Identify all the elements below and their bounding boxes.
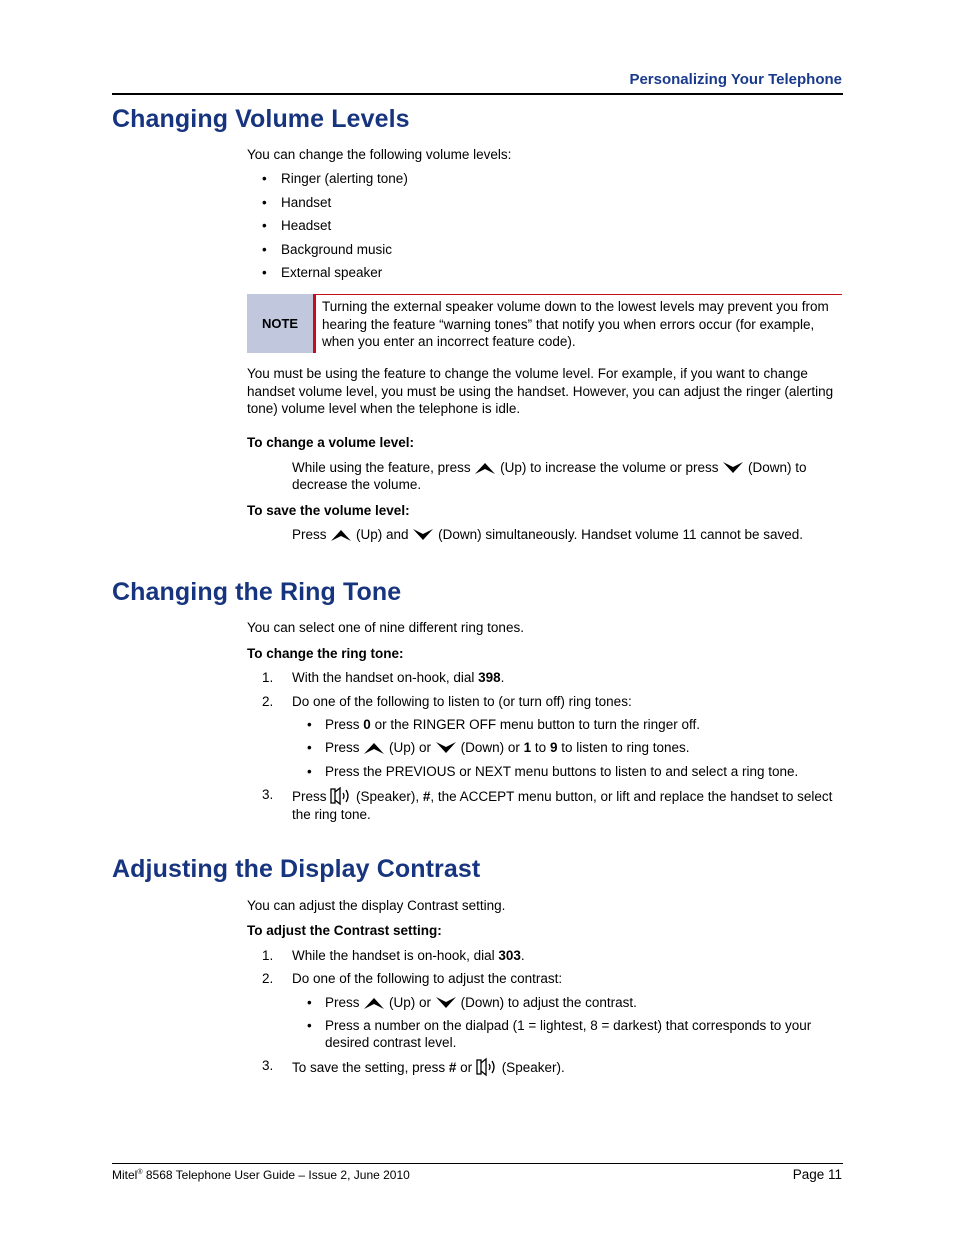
ring-intro: You can select one of nine different ring tones. <box>247 620 524 635</box>
volume-level-list <box>262 170 408 288</box>
down-arrow-icon <box>435 996 457 1010</box>
down-arrow-icon <box>435 741 457 755</box>
change-volume-heading: To change a volume level: <box>247 435 415 450</box>
list-item: • Handset <box>262 194 408 218</box>
section-title-ring-tone: Changing the Ring Tone <box>112 578 402 606</box>
list-item: • Headset <box>262 217 408 241</box>
section-title-contrast: Adjusting the Display Contrast <box>112 855 481 883</box>
contrast-heading: To adjust the Contrast setting: <box>247 923 442 938</box>
note-callout <box>247 294 842 353</box>
footer-doc-title: Mitel® 8568 Telephone User Guide – Issue 2, June 2010 <box>112 1168 410 1182</box>
up-arrow-icon <box>363 996 385 1010</box>
change-volume-instruction: While using the feature, press (Up) to increase the volume or press (Down) to decrease the volume. <box>292 460 807 492</box>
volume-intro: You can change the following volume levels: <box>247 147 512 162</box>
up-arrow-icon <box>363 741 385 755</box>
header-rule <box>112 93 843 95</box>
contrast-intro: You can adjust the display Contrast setting. <box>247 898 506 913</box>
speaker-icon <box>476 1057 498 1077</box>
save-volume-instruction: Press (Up) and (Down) simultaneously. Handset volume 11 cannot be saved. <box>292 527 804 542</box>
speaker-icon <box>330 786 352 806</box>
ring-heading: To change the ring tone: <box>247 646 404 661</box>
up-arrow-icon <box>330 528 352 542</box>
volume-paragraph: You must be using the feature to change the volume level. For example, if you want to change handset volume level, you must be using the handset. However, you can adjust the ringer (alerting tone) volume level when the telephone is idle. <box>247 366 834 416</box>
footer-rule <box>112 1163 843 1164</box>
up-arrow-icon <box>474 461 496 475</box>
save-volume-heading: To save the volume level: <box>247 503 410 518</box>
down-arrow-icon <box>722 461 744 475</box>
section-title-volume: Changing Volume Levels <box>112 105 410 133</box>
running-header: Personalizing Your Telephone <box>629 71 842 88</box>
note-text: Turning the external speaker volume down to the lowest levels may prevent you from hearing the feature “warning tones” that notify you when errors occur (for example, when you enter an incorrect feature code). <box>322 299 829 349</box>
list-item: • External speaker <box>262 264 408 288</box>
down-arrow-icon <box>412 528 434 542</box>
note-label: NOTE <box>247 294 313 353</box>
page-number: Page 11 <box>792 1167 842 1182</box>
list-item: • Ringer (alerting tone) <box>262 170 408 194</box>
note-top-line <box>316 294 842 295</box>
note-accent-bar <box>313 294 316 353</box>
list-item: • Background music <box>262 241 408 265</box>
